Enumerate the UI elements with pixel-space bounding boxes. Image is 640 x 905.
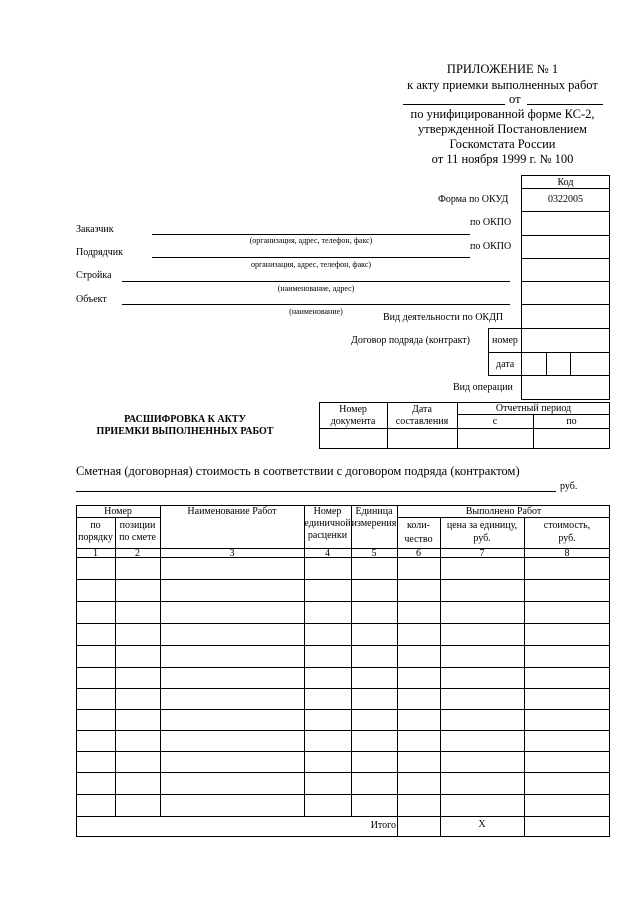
- header-number-group: Номер: [104, 506, 132, 517]
- table-row: [76, 667, 610, 668]
- okpo-customer-cell[interactable]: [521, 211, 610, 236]
- appendix-date-line: [527, 104, 603, 105]
- okud-cell[interactable]: [521, 188, 610, 212]
- header-col1-a: по: [90, 520, 101, 531]
- header-col8-a: стоимость,: [543, 520, 591, 531]
- table-row: [76, 794, 610, 795]
- period-to-label: по: [566, 416, 577, 427]
- appendix-line-4: по унифицированной форме КС-2,: [410, 107, 595, 121]
- customer-hint: (организация, адрес, телефон, факс): [249, 236, 373, 245]
- header-done-group: Выполнено Работ: [465, 506, 542, 517]
- estimate-text: Сметная (договорная) стоимость в соответствии с договором подряда (контрактом): [76, 464, 520, 478]
- doc-date-header-2: составления: [395, 416, 449, 427]
- header-col1-b: порядку: [78, 532, 113, 543]
- total-cost-cell[interactable]: [525, 817, 609, 836]
- okud-label: Форма по ОКУД: [438, 194, 509, 205]
- table-row: [76, 623, 610, 624]
- appendix-line-2: к акту приемки выполненных работ: [407, 78, 598, 92]
- period-header: Отчетный период: [495, 403, 572, 414]
- col-num-7: 7: [479, 548, 485, 559]
- site-code-cell[interactable]: [521, 258, 610, 282]
- col-num-4: 4: [325, 548, 330, 559]
- contract-date-year[interactable]: [570, 352, 610, 376]
- operation-cell[interactable]: [521, 375, 610, 400]
- header-col5-a: Единица: [355, 506, 393, 517]
- table-row: [76, 709, 610, 710]
- appendix-line-1: ПРИЛОЖЕНИЕ № 1: [446, 62, 559, 76]
- table-row: [76, 730, 610, 731]
- col-num-3: 3: [229, 548, 235, 559]
- col-num-2: 2: [135, 548, 140, 559]
- contractor-label: Подрядчик: [76, 247, 123, 258]
- table-row: [76, 751, 610, 752]
- header-col5-b: измерения: [351, 518, 397, 529]
- doc-number-header-1: Номер: [339, 404, 367, 415]
- doc-number-input[interactable]: [320, 429, 386, 448]
- contract-label: Договор подряда (контракт): [351, 335, 470, 346]
- contractor-hint: организация, адрес, телефон, факс): [250, 260, 372, 269]
- table-row: [76, 601, 610, 602]
- estimate-currency: руб.: [560, 481, 578, 492]
- period-to-input[interactable]: [534, 429, 609, 448]
- contract-date-label: дата: [496, 359, 515, 370]
- operation-label: Вид операции: [453, 382, 513, 393]
- header-col3: Наименование Работ: [187, 506, 277, 517]
- object-line[interactable]: [122, 304, 510, 305]
- total-label: Итого: [370, 820, 396, 831]
- contract-number-cell[interactable]: [521, 328, 610, 353]
- col-num-8: 8: [564, 548, 570, 559]
- okpo-contractor-cell[interactable]: [521, 235, 610, 259]
- doc-title-line-2: ПРИЕМКИ ВЫПОЛНЕННЫХ РАБОТ: [96, 426, 274, 437]
- header-col2-a: позиции: [119, 520, 156, 531]
- header-col2-b: по смете: [119, 532, 156, 543]
- customer-line[interactable]: [152, 234, 470, 235]
- header-col7-b: руб.: [473, 533, 491, 544]
- doc-date-header-1: Дата: [412, 404, 432, 415]
- appendix-line-5: утвержденной Постановлением: [418, 122, 587, 136]
- appendix-line-7: от 11 ноября 1999 г. № 100: [431, 152, 574, 166]
- okpo-label-1: по ОКПО: [470, 217, 512, 228]
- header-col6-b: чество: [404, 534, 433, 545]
- contract-number-label: номер: [492, 335, 518, 346]
- total-x-mark: Х: [478, 819, 486, 830]
- table-row: [76, 645, 610, 646]
- site-line[interactable]: [122, 281, 510, 282]
- col-num-6: 6: [416, 548, 421, 559]
- header-col8-b: руб.: [558, 533, 576, 544]
- header-col4-b: единичной: [304, 518, 351, 529]
- doc-number-header-2: документа: [330, 416, 376, 427]
- header-col4-c: расценки: [307, 530, 348, 541]
- contractor-line[interactable]: [152, 257, 470, 258]
- period-from-label: с: [492, 416, 498, 427]
- code-header-cell: [521, 175, 610, 189]
- header-col7-a: цена за единицу,: [446, 520, 518, 531]
- contract-date-month[interactable]: [546, 352, 571, 376]
- table-row: [76, 772, 610, 773]
- total-quantity-cell[interactable]: [398, 817, 439, 836]
- object-label: Объект: [76, 294, 107, 305]
- col-num-1: 1: [93, 548, 98, 559]
- okdp-label: Вид деятельности по ОКДП: [383, 312, 504, 323]
- okud-value: 0322005: [548, 194, 583, 205]
- header-col6-a: коли-: [407, 520, 430, 531]
- customer-label: Заказчик: [76, 224, 114, 235]
- site-hint: (наименование, адрес): [277, 284, 355, 293]
- object-hint: (наименование): [289, 307, 343, 316]
- doc-title-line-1: РАСШИФРОВКА К АКТУ: [124, 414, 246, 425]
- site-label: Стройка: [76, 270, 112, 281]
- okdp-cell[interactable]: [521, 304, 610, 329]
- col-num-5: 5: [371, 548, 377, 559]
- appendix-ot: от: [509, 92, 521, 106]
- period-from-input[interactable]: [458, 429, 532, 448]
- header-col4-a: Номер: [313, 506, 342, 517]
- estimate-line[interactable]: [76, 491, 556, 492]
- code-header: Код: [557, 177, 574, 188]
- table-row: [76, 579, 610, 580]
- object-code-cell[interactable]: [521, 281, 610, 305]
- doc-date-input[interactable]: [388, 429, 456, 448]
- table-row: [76, 688, 610, 689]
- appendix-number-line: [403, 104, 505, 105]
- contract-date-day[interactable]: [521, 352, 547, 376]
- appendix-line-6: Госкомстата России: [449, 137, 556, 151]
- okpo-label-2: по ОКПО: [470, 241, 512, 252]
